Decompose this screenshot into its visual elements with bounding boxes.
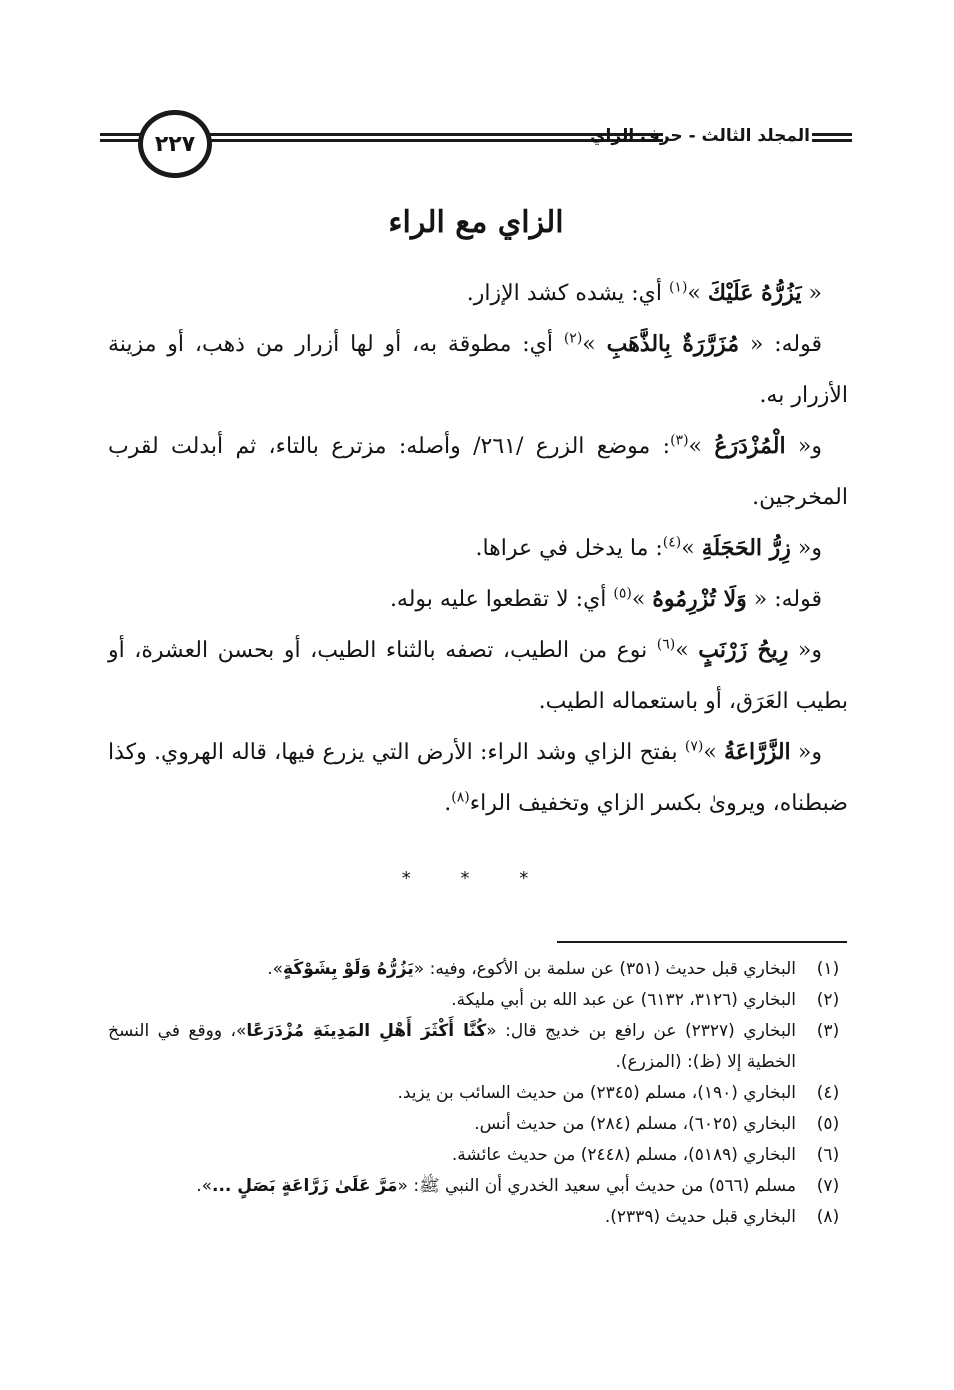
footnote-text: مسلم (٥٦٦) من حديث أبي سعيد الخدري أن النبي ﷺ: « [397,1176,796,1196]
footnote-marker: (٧) [684,738,704,755]
footnote-marker: (٨) [451,789,470,806]
entry-suffix: » [688,434,715,459]
page-header [100,108,852,178]
footnotes [108,954,848,1233]
footnote-quote: كُنَّا أَكْثَرَ أَهْلِ المَدِينَةِ مُزْدَرَعًا [246,1021,487,1041]
footnote-quote: يَزُرُّهُ وَلَوْ بِشَوْكَةٍ [283,959,414,979]
entry-suffix: » [703,740,725,765]
footnote [108,1140,848,1171]
footnote-text: البخاري قبل حديث (٢٣٣٩). [604,1207,796,1227]
entry-suffix: » [675,638,699,663]
footnote-marker: (٣) [670,432,689,449]
entry-definition-end: . [444,791,452,816]
footnote-text-end: ». [196,1176,212,1196]
footnote-marker: (٥) [613,585,632,602]
entry-paragraph [108,523,848,574]
entry-keyword: زِرُّ الحَجَلَةِ [701,535,791,561]
footnote-text: البخاري (٢٣٢٧) عن رافع بن خديج قال: « [486,1021,796,1041]
entry-prefix: و« [790,740,822,765]
footnote-number: (١) [816,959,840,979]
footnote-quote: مَرَّ عَلَىٰ زَرَّاعَةٍ بَصَلٍ ... [212,1176,398,1196]
body-text [108,268,848,829]
footnote-text-end: »، ووقع في النسخ الخطية إلا (ظ): (المزرع). [108,1021,796,1072]
entry-keyword: وَلَا تُزْرِمُوهُ [652,586,747,612]
section-title: الزاي مع الراء [388,205,564,240]
entry-prefix: قوله: « [739,332,822,357]
entry-keyword: يَزُرُّهُ عَلَيْكَ [707,280,802,306]
footnote-text: البخاري (٦٠٢٥)، مسلم (٢٨٤) من حديث أنس. [474,1114,796,1134]
footnote-rule [557,941,847,943]
entry-suffix: » [631,587,653,612]
footnote-number: (٥) [816,1114,840,1134]
entry-prefix: و« [785,434,823,459]
footnote-text-end: ». [267,959,284,979]
footnote [108,1109,848,1140]
footnote-number: (٤) [816,1083,840,1103]
entry-suffix: » [582,332,607,357]
footnote-number: (٣) [816,1021,840,1041]
header-rule-right [812,133,852,149]
entry-suffix: » [687,281,708,306]
entry-paragraph [108,268,848,319]
footnote [108,1202,848,1233]
entry-paragraph [108,727,848,829]
footnote-number: (٨) [816,1207,840,1227]
entry-definition: أي: لا تقطعوا عليه بوله. [389,587,614,612]
entry-prefix: « [801,281,822,306]
entry-definition: : موضع الزرع /٢٦١/ وأصله: مزترع بالتاء، ثم أبدلت لقرب المخرجين. [108,434,848,510]
footnote [108,954,848,985]
footnote [108,1171,848,1202]
footnote-text: البخاري (٥١٨٩)، مسلم (٢٤٤٨) من حديث عائشة. [451,1145,796,1165]
entry-keyword: رِيحُ زَرْنَبٍ [698,637,789,663]
footnote-marker: (٦) [656,636,676,653]
entry-definition: أي: يشده كشد الإزار. [466,281,669,306]
entry-paragraph [108,421,848,523]
footnote-text: البخاري (١٩٠)، مسلم (٢٣٤٥) من حديث السائب بن يزيد. [397,1083,796,1103]
footnote-marker: (٤) [662,534,682,551]
entry-definition: بفتح الزاي وشد الراء: الأرض التي يزرع فيها، قاله الهروي. وكذا ضبطناه، ويروىٰ بكسر الزاي وتخفيف الراء [108,740,848,816]
entry-keyword: مُزَرَّرَةٌ بِالذَّهَبِ [606,331,740,357]
footnote-marker: (٢) [563,330,583,347]
footnote [108,1078,848,1109]
entry-prefix: قوله: « [746,587,822,612]
entry-suffix: » [681,536,702,561]
footnote [108,985,848,1016]
footnote-text: البخاري قبل حديث (٣٥١) عن سلمة بن الأكوع، وفيه: « [413,959,796,979]
entry-paragraph [108,319,848,421]
entry-definition: : ما يدخل في عراها. [475,536,663,561]
header-rule-left [100,133,140,149]
entry-keyword: الْمُزْدَرَعُ [714,433,786,459]
footnote-number: (٢) [816,990,840,1010]
section-separator: * * * [401,868,551,889]
entry-paragraph [108,625,848,727]
entry-definition: نوع من الطيب، تصفه بالثناء الطيب، أو بحسن العشرة، أو بطيب العَرَق، أو باستعماله الطيب. [108,638,848,714]
entry-paragraph [108,574,848,625]
entry-prefix: و« [790,536,822,561]
entry-keyword: الزَّرَّاعَةُ [724,739,791,765]
entry-prefix: و« [788,638,823,663]
entry-definition: أي: مطوقة به، أو لها أزرار من ذهب، أو مزينة الأزرار به. [108,332,848,408]
footnote [108,1016,848,1078]
running-head: المجلد الثالث - حرف الزاي [589,126,810,146]
footnote-text: البخاري (٣١٢٦، ٦١٣٢) عن عبد الله بن أبي مليكة. [451,990,796,1010]
footnote-marker: (١) [668,279,688,296]
footnote-number: (٧) [816,1176,840,1196]
page-number-badge: ٢٢٧ [138,110,212,178]
footnote-number: (٦) [816,1145,840,1165]
